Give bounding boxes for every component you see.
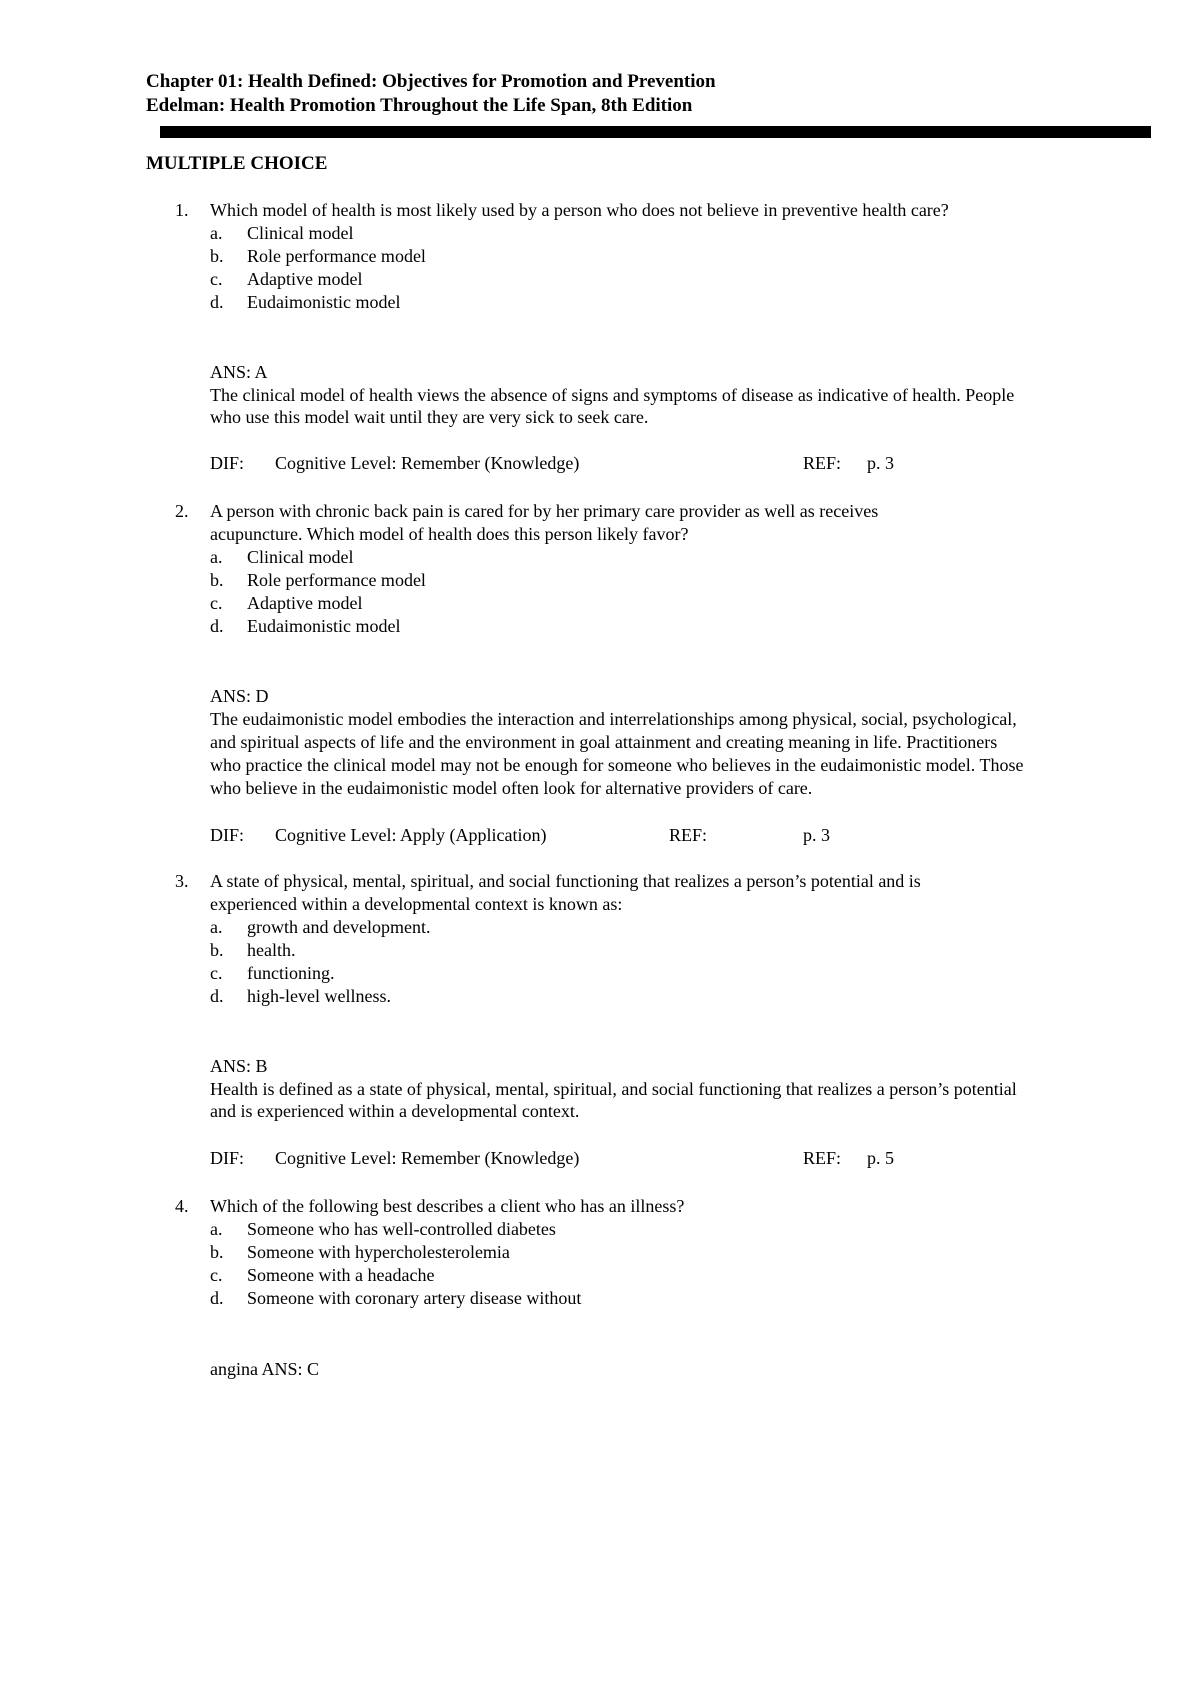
chapter-title: Chapter 01: Health Defined: Objectives for Promotion and Prevention (146, 71, 716, 92)
difficulty-text: Cognitive Level: Remember (Knowledge) (275, 1148, 580, 1168)
option-text: Someone with hypercholesterolemia (247, 1242, 510, 1262)
option-text: functioning. (247, 963, 335, 983)
question-stem: experienced within a developmental context is known as: (210, 894, 623, 914)
option-letter: a. (210, 917, 223, 937)
option-letter: b. (210, 940, 224, 960)
question-stem: Which model of health is most likely used by a person who does not believe in preventive health care? (210, 200, 949, 220)
reference-label: REF: (803, 1148, 842, 1168)
rationale-line: The eudaimonistic model embodies the interaction and interrelationships among physical, social, psychological, (210, 709, 1017, 729)
option-letter: d. (210, 292, 224, 312)
option-text: Adaptive model (247, 593, 363, 613)
option-text: Role performance model (247, 246, 426, 266)
difficulty-label: DIF: (210, 1148, 245, 1168)
rationale-line: who believe in the eudaimonistic model often look for alternative providers of care. (210, 778, 813, 798)
option-letter: b. (210, 246, 224, 266)
option-letter: a. (210, 223, 223, 243)
question-stem: A state of physical, mental, spiritual, and social functioning that realizes a person’s potential and is (210, 871, 921, 891)
option-letter: c. (210, 593, 223, 613)
reference-page: p. 3 (867, 453, 894, 473)
section-heading: MULTIPLE CHOICE (146, 153, 328, 174)
option-letter: c. (210, 1265, 223, 1285)
difficulty-text: Cognitive Level: Remember (Knowledge) (275, 453, 580, 473)
option-letter: d. (210, 616, 224, 636)
book-title: Edelman: Health Promotion Throughout the Life Span, 8th Edition (146, 95, 693, 116)
answer-key: ANS: A (210, 362, 268, 382)
rationale-line: Health is defined as a state of physical, mental, spiritual, and social functioning that realizes a person’s potential (210, 1079, 1017, 1099)
option-text: Eudaimonistic model (247, 616, 401, 636)
question-number: 1. (175, 200, 189, 220)
question-number: 2. (175, 501, 189, 521)
option-letter: d. (210, 986, 224, 1006)
reference-label: REF: (669, 825, 708, 845)
option-text: high-level wellness. (247, 986, 391, 1006)
option-letter: c. (210, 269, 223, 289)
option-letter: a. (210, 1219, 223, 1239)
option-text: Clinical model (247, 547, 354, 567)
difficulty-label: DIF: (210, 825, 245, 845)
question-stem: Which of the following best describes a client who has an illness? (210, 1196, 685, 1216)
option-text: growth and development. (247, 917, 431, 937)
reference-page: p. 5 (867, 1148, 894, 1168)
rationale-line: who use this model wait until they are very sick to seek care. (210, 407, 649, 427)
option-text: Adaptive model (247, 269, 363, 289)
rationale-line: and spiritual aspects of life and the environment in goal attainment and creating meaning in life. Practitioners (210, 732, 998, 752)
difficulty-text: Cognitive Level: Apply (Application) (275, 825, 547, 845)
option-text: Eudaimonistic model (247, 292, 401, 312)
answer-key: ANS: B (210, 1056, 268, 1076)
option-text: Someone who has well-controlled diabetes (247, 1219, 556, 1239)
answer-key: angina ANS: C (210, 1359, 320, 1379)
question-stem: A person with chronic back pain is cared for by her primary care provider as well as receives (210, 501, 879, 521)
option-letter: b. (210, 570, 224, 590)
reference-page: p. 3 (803, 825, 830, 845)
option-text: Someone with coronary artery disease without (247, 1288, 582, 1308)
option-text: Someone with a headache (247, 1265, 435, 1285)
question-stem: acupuncture. Which model of health does this person likely favor? (210, 524, 689, 544)
difficulty-label: DIF: (210, 453, 245, 473)
question-number: 4. (175, 1196, 189, 1216)
rationale-line: The clinical model of health views the absence of signs and symptoms of disease as indicative of health. People (210, 385, 1015, 405)
option-letter: c. (210, 963, 223, 983)
option-letter: b. (210, 1242, 224, 1262)
header-rule (160, 126, 1151, 138)
option-text: health. (247, 940, 296, 960)
reference-label: REF: (803, 453, 842, 473)
answer-key: ANS: D (210, 686, 269, 706)
rationale-line: and is experienced within a developmental context. (210, 1101, 580, 1121)
option-text: Role performance model (247, 570, 426, 590)
option-letter: d. (210, 1288, 224, 1308)
question-number: 3. (175, 871, 189, 891)
option-text: Clinical model (247, 223, 354, 243)
rationale-line: who practice the clinical model may not be enough for someone who believes in the eudaimonistic model. Those (210, 755, 1024, 775)
option-letter: a. (210, 547, 223, 567)
